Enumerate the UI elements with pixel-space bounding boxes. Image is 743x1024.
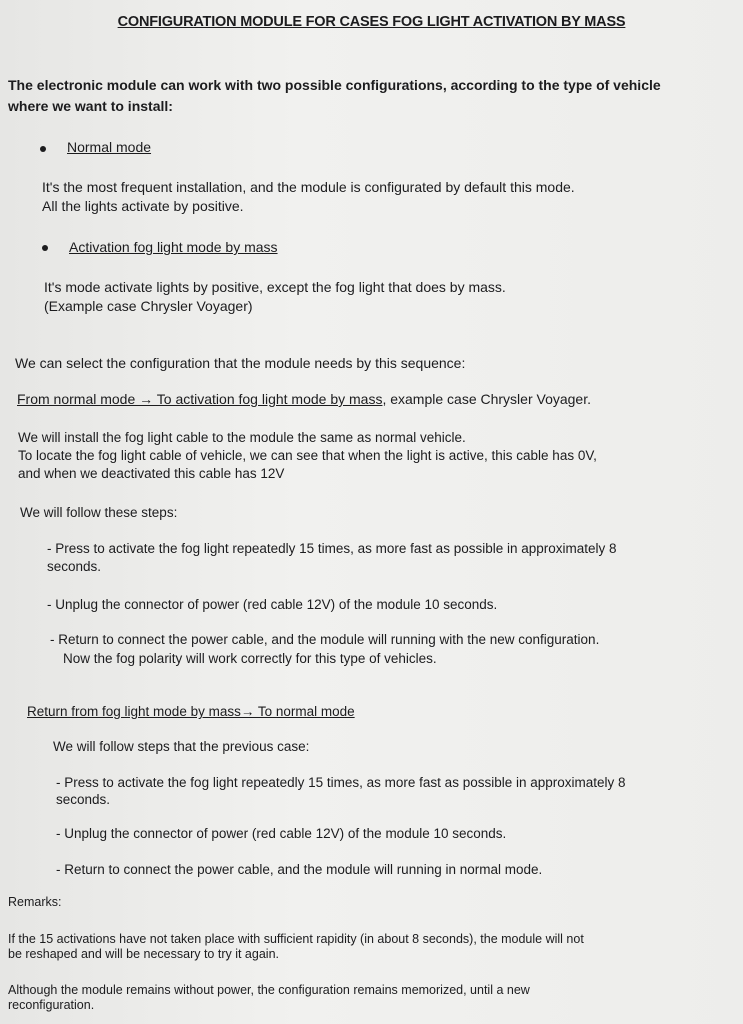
intro-line-2: where we want to install: bbox=[8, 98, 173, 114]
section1-install-line-3: and when we deactivated this cable has 12V bbox=[18, 466, 285, 481]
remarks-p1-line-1: If the 15 activations have not taken place with sufficient rapidity (in about 8 seconds), the module will not bbox=[8, 932, 584, 946]
bullet-icon bbox=[40, 146, 46, 152]
section2-follow: We will follow steps that the previous case: bbox=[53, 739, 310, 754]
mode-heading-fog-mass: Activation fog light mode by mass bbox=[69, 239, 278, 255]
section2-step1-line-2: seconds. bbox=[56, 792, 111, 807]
section1-step3-line-2: Now the fog polarity will work correctly for this type of vehicles. bbox=[63, 651, 437, 666]
section2-step2: - Unplug the connector of power (red cable 12V) of the module 10 seconds. bbox=[56, 826, 507, 841]
section2-step3: - Return to connect the power cable, and the module will running in normal mode. bbox=[56, 862, 543, 877]
section1-step1-line-2: seconds. bbox=[47, 559, 102, 574]
mode-heading-normal: Normal mode bbox=[67, 139, 152, 155]
remarks-p2-line-2: reconfiguration. bbox=[8, 998, 95, 1012]
section1-heading-rest: , example case Chrysler Voyager. bbox=[382, 391, 591, 407]
section1-install-line-1: We will install the fog light cable to the module the same as normal vehicle. bbox=[18, 430, 466, 445]
bullet-icon bbox=[42, 245, 48, 251]
intro-line-1: The electronic module can work with two possible configurations, according to the type of vehicle bbox=[8, 77, 661, 93]
section2-heading: Return from fog light mode by mass→ To normal mode bbox=[27, 704, 355, 719]
document-title: CONFIGURATION MODULE FOR CASES FOG LIGHT ACTIVATION BY MASS bbox=[117, 14, 626, 30]
section1-step2: - Unplug the connector of power (red cable 12V) of the module 10 seconds. bbox=[47, 597, 498, 612]
remarks-label: Remarks: bbox=[8, 895, 62, 909]
section1-step1-line-1: - Press to activate the fog light repeatedly 15 times, as more fast as possible in approximately 8 bbox=[47, 541, 617, 556]
mode-normal-line-1: It's the most frequent installation, and the module is configurated by default this mode. bbox=[42, 179, 575, 195]
section1-step3-line-1: - Return to connect the power cable, and the module will running with the new configuration. bbox=[50, 632, 600, 647]
section1-install-line-2: To locate the fog light cable of vehicle, we can see that when the light is active, this cable has 0V, bbox=[18, 448, 597, 463]
section1-follow: We will follow these steps: bbox=[20, 505, 178, 520]
remarks-p2-line-1: Although the module remains without power, the configuration remains memorized, until a new bbox=[8, 983, 530, 997]
select-sentence: We can select the configuration that the module needs by this sequence: bbox=[15, 355, 466, 371]
section1-heading-link: From normal mode → To activation fog light mode by mass bbox=[17, 391, 383, 407]
section2-step1-line-1: - Press to activate the fog light repeatedly 15 times, as more fast as possible in approximately 8 bbox=[56, 775, 626, 790]
mode-normal-line-2: All the lights activate by positive. bbox=[42, 198, 244, 214]
remarks-p1-line-2: be reshaped and will be necessary to try it again. bbox=[8, 947, 279, 961]
section1-heading bbox=[17, 391, 591, 407]
mode-fog-line-2: (Example case Chrysler Voyager) bbox=[44, 298, 253, 314]
mode-fog-line-1: It's mode activate lights by positive, except the fog light that does by mass. bbox=[44, 279, 506, 295]
